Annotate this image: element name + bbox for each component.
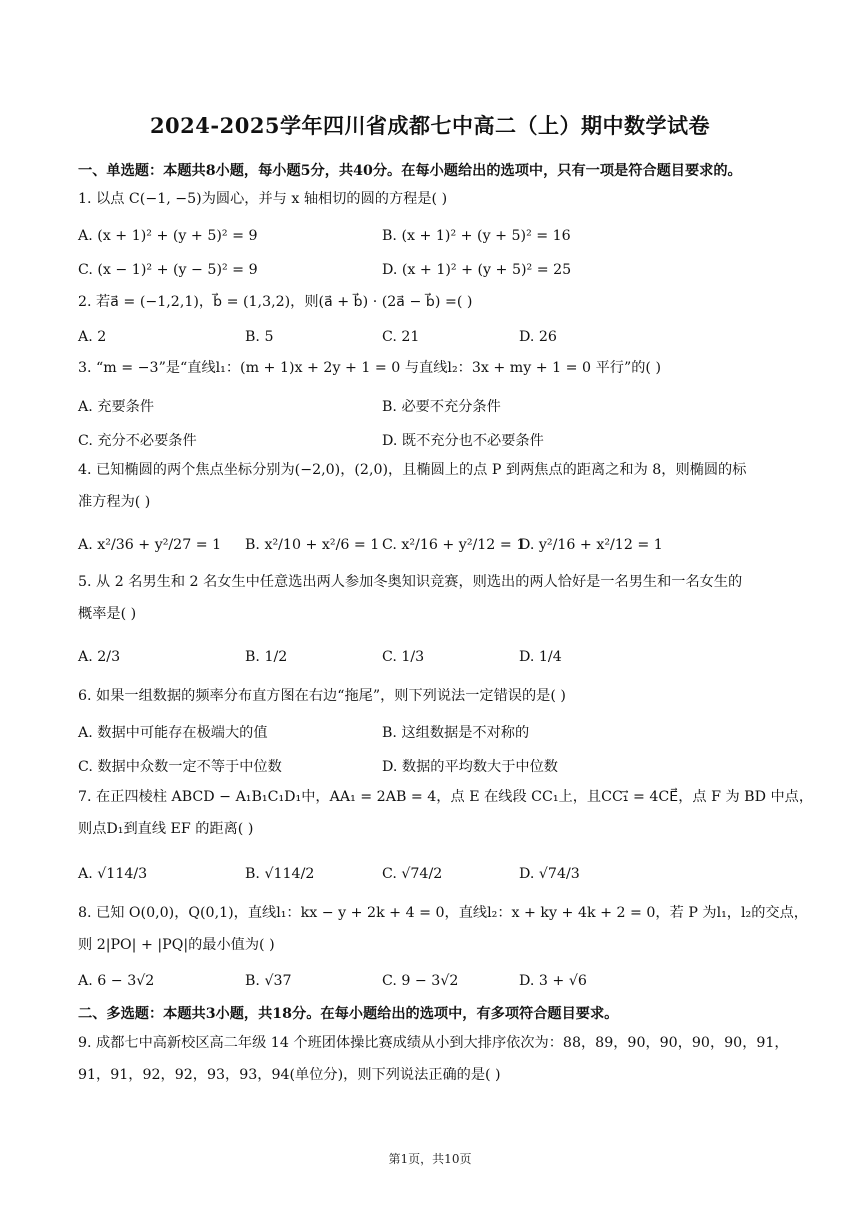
option-d: D. 数据的平均数大于中位数: [382, 759, 558, 775]
option-a: A. 2/3: [78, 649, 121, 665]
option-a: A. 6 − 3√2: [78, 973, 155, 989]
option-d: D. √74/3: [519, 866, 580, 882]
option-c: C. 数据中众数一定不等于中位数: [78, 759, 282, 775]
option-c: C. 21: [382, 329, 420, 345]
option-b: B. x²/10 + x²/6 = 1: [245, 537, 380, 553]
option-c: C. √74/2: [382, 866, 443, 882]
question-8: [78, 897, 808, 961]
option-b: B. 1/2: [245, 649, 288, 665]
section-multi-choice-header: 二、多选题：本题共3小题，共18分。在每小题给出的选项中，有多项符合题目要求。: [78, 1006, 619, 1022]
question-7: [78, 781, 814, 845]
option-a: A. (x + 1)² + (y + 5)² = 9: [78, 228, 258, 244]
option-c: C. (x − 1)² + (y − 5)² = 9: [78, 262, 258, 278]
option-d: D. 1/4: [519, 649, 562, 665]
option-c: C. 1/3: [382, 649, 425, 665]
option-d: D. y²/16 + x²/12 = 1: [519, 537, 663, 553]
exam-title: 2024-2025学年四川省成都七中高二（上）期中数学试卷: [149, 113, 711, 138]
question-stem-line: 91，91，92，92，93，93，94(单位分)，则下列说法正确的是( ): [78, 1067, 501, 1083]
option-c: C. 充分不必要条件: [78, 433, 197, 449]
question-stem-line: 1. 以点 C(−1, −5)为圆心，并与 x 轴相切的圆的方程是( ): [78, 191, 448, 207]
option-c: C. 9 − 3√2: [382, 973, 459, 989]
question-stem-line: 3. “m = −3”是“直线l₁：(m + 1)x + 2y + 1 = 0 与直线l₂：3x + my + 1 = 0 平行”的( ): [78, 360, 661, 376]
option-b: B. √114/2: [245, 866, 315, 882]
question-6: [78, 680, 788, 712]
option-b: B. (x + 1)² + (y + 5)² = 16: [382, 228, 571, 244]
question-stem-line: 8. 已知 O(0,0)，Q(0,1)，直线l₁：kx − y + 2k + 4 = 0，直线l₂：x + ky + 4k + 2 = 0，若 P 为l₁，l₂的交点，: [78, 905, 808, 921]
question-stem-line: 7. 在正四棱柱 ABCD − A₁B₁C₁D₁中，AA₁ = 2AB = 4，点 E 在线段 CC₁上，且CC₁⃗ = 4CE⃗，点 F 为 BD 中点，: [78, 789, 814, 805]
option-d: D. 3 + √6: [519, 973, 587, 989]
option-a: A. √114/3: [78, 866, 148, 882]
page-footer: 第1页，共10页: [388, 1152, 472, 1166]
option-b: B. √37: [245, 973, 292, 989]
question-stem-line: 准方程为( ): [78, 494, 151, 510]
question-7-options: [78, 866, 788, 894]
question-stem-line: 5. 从 2 名男生和 2 名女生中任意选出两人参加冬奥知识竞赛，则选出的两人恰好是一名男生和一名女生的: [78, 574, 743, 590]
question-4-options: [78, 537, 788, 565]
question-stem-line: 概率是( ): [78, 606, 137, 622]
option-a: A. x²/36 + y²/27 = 1: [78, 537, 222, 553]
question-stem-line: 4. 已知椭圆的两个焦点坐标分别为(−2,0)，(2,0)，且椭圆上的点 P 到两焦点的距离之和为 8，则椭圆的标: [78, 462, 747, 478]
question-1: [78, 183, 788, 215]
question-8-options: [78, 973, 788, 1001]
option-a: A. 数据中可能存在极端大的值: [78, 725, 268, 741]
option-d: D. (x + 1)² + (y + 5)² = 25: [382, 262, 572, 278]
question-stem-line: 则点D₁到直线 EF 的距离( ): [78, 821, 254, 837]
question-4: [78, 454, 788, 518]
question-stem-line: 则 2|PO| + |PQ|的最小值为( ): [78, 937, 275, 953]
question-stem-line: 6. 如果一组数据的频率分布直方图在右边“拖尾”，则下列说法一定错误的是( ): [78, 688, 566, 704]
option-a: A. 2: [78, 329, 107, 345]
question-5-options: [78, 649, 788, 677]
question-6-options-row-1: [78, 722, 788, 750]
option-d: D. 既不充分也不必要条件: [382, 433, 544, 449]
question-stem-line: 9. 成都七中高新校区高二年级 14 个班团体操比赛成绩从小到大排序依次为：88，89，90，90，90，90，91，: [78, 1035, 789, 1051]
section-single-choice-header: 一、单选题：本题共8小题，每小题5分，共40分。在每小题给出的选项中，只有一项是符合题目要求的。: [78, 163, 742, 179]
question-3: [78, 352, 788, 384]
option-d: D. 26: [519, 329, 557, 345]
option-a: A. 充要条件: [78, 399, 155, 415]
option-b: B. 必要不充分条件: [382, 399, 501, 415]
question-1-options-row-1: [78, 228, 788, 256]
question-6-options-row-2: [78, 756, 788, 784]
question-3-options-row-1: [78, 396, 788, 424]
option-c: C. x²/16 + y²/12 = 1: [382, 537, 526, 553]
question-2: [78, 286, 788, 318]
question-5: [78, 566, 788, 630]
option-b: B. 5: [245, 329, 274, 345]
question-9: [78, 1027, 788, 1091]
option-b: B. 这组数据是不对称的: [382, 725, 530, 741]
question-stem-line: 2. 若a⃗ = (−1,2,1)，b⃗ = (1,3,2)，则(a⃗ + b⃗) · (2a⃗ − b⃗) =( ): [78, 294, 473, 310]
